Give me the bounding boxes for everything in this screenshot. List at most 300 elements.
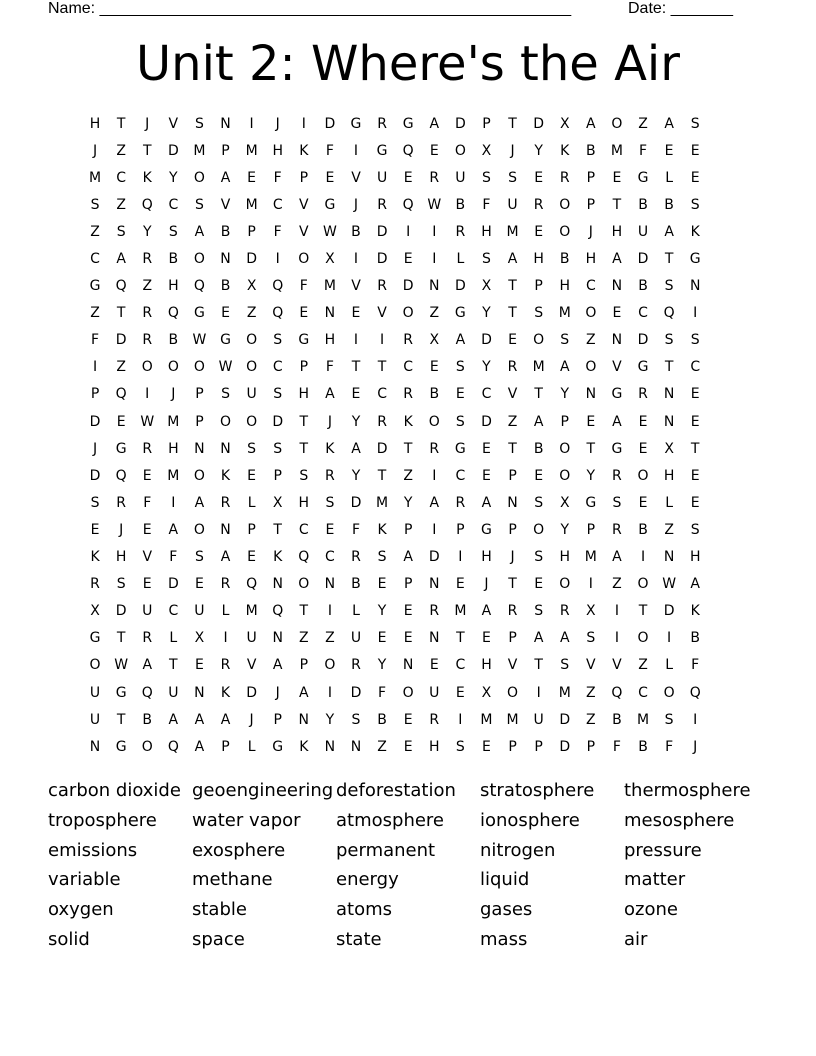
grid-letter: V	[507, 386, 518, 403]
grid-letter: Q	[167, 305, 179, 322]
grid-letter: R	[220, 576, 231, 593]
grid-letter: A	[351, 440, 361, 457]
grid-letter: R	[507, 359, 518, 376]
word-list-item: ionosphere	[480, 809, 580, 831]
grid-letter: M	[480, 711, 493, 728]
grid-letter: V	[377, 305, 387, 322]
grid-letter: Q	[141, 684, 153, 701]
grid-letter: O	[454, 142, 466, 159]
grid-letter: I	[458, 711, 463, 728]
word-list-item: variable	[48, 869, 121, 891]
grid-letter: R	[351, 657, 361, 674]
grid-letter: G	[115, 738, 127, 755]
grid-letter: C	[272, 196, 283, 213]
grid-letter: V	[142, 549, 153, 566]
grid-letter: H	[559, 549, 570, 566]
grid-letter: Q	[298, 549, 310, 566]
grid-letter: T	[377, 467, 387, 484]
grid-letter: S	[690, 332, 700, 349]
grid-letter: Y	[142, 223, 152, 240]
grid-letter: C	[481, 386, 492, 403]
grid-letter: X	[194, 630, 205, 647]
grid-letter: P	[403, 521, 413, 538]
grid-letter: C	[90, 251, 100, 268]
grid-letter: P	[403, 576, 413, 593]
grid-letter: I	[353, 332, 359, 349]
grid-letter: G	[454, 440, 466, 457]
grid-letter: Y	[351, 413, 361, 430]
grid-letter: G	[350, 115, 362, 132]
grid-letter: P	[299, 359, 309, 376]
grid-letter: H	[115, 549, 127, 566]
grid-letter: B	[220, 278, 231, 295]
grid-letter: A	[612, 251, 622, 268]
grid-letter: T	[142, 142, 152, 159]
grid-letter: H	[481, 223, 492, 240]
grid-letter: N	[350, 738, 362, 755]
grid-letter: E	[482, 630, 491, 647]
word-list-item: water vapor	[192, 809, 301, 831]
grid-letter: Y	[560, 521, 570, 538]
grid-letter: P	[247, 521, 256, 538]
grid-letter: E	[142, 467, 152, 484]
grid-row	[82, 462, 708, 489]
grid-letter: S	[116, 576, 126, 593]
grid-letter: P	[534, 278, 543, 295]
word-list-item: deforestation	[336, 780, 456, 801]
grid-letter: B	[455, 196, 466, 213]
grid-letter: Y	[403, 494, 413, 511]
grid-letter: I	[614, 630, 619, 647]
word-list-item: oxygen	[48, 899, 114, 921]
letter-grid	[82, 110, 708, 760]
grid-letter: O	[141, 359, 153, 376]
grid-letter: Q	[663, 305, 675, 322]
grid-letter: M	[506, 711, 519, 728]
grid-letter: I	[667, 630, 672, 647]
grid-letter: S	[194, 115, 204, 132]
grid-letter: K	[403, 413, 413, 430]
grid-letter: D	[246, 684, 257, 701]
grid-letter: B	[351, 223, 361, 240]
grid-letter: P	[586, 169, 596, 186]
grid-letter: N	[324, 305, 336, 322]
grid-letter: F	[665, 738, 674, 755]
word-list-item: stratosphere	[480, 780, 595, 801]
grid-letter: L	[169, 630, 178, 647]
grid-letter: M	[584, 549, 597, 566]
word-list-item: mass	[480, 928, 528, 950]
word-list-item: pressure	[624, 839, 702, 861]
grid-letter: O	[246, 332, 258, 349]
grid-letter: Y	[586, 467, 596, 484]
word-list-item: troposphere	[48, 809, 157, 831]
grid-letter: O	[533, 521, 545, 538]
word-list	[48, 778, 768, 957]
word-list-item: carbon dioxide	[48, 780, 181, 801]
grid-letter: A	[220, 549, 231, 566]
grid-row	[82, 598, 708, 625]
grid-letter: M	[245, 142, 258, 159]
grid-letter: N	[220, 115, 231, 132]
grid-letter: P	[586, 738, 596, 755]
grid-letter: A	[586, 115, 596, 132]
page-title: Unit 2: Where's the Air	[136, 36, 680, 92]
grid-letter: E	[351, 305, 361, 322]
grid-letter: A	[533, 630, 544, 647]
grid-letter: Z	[325, 630, 335, 647]
grid-letter: M	[636, 711, 650, 728]
grid-letter: Z	[116, 196, 126, 213]
grid-letter: J	[484, 576, 489, 593]
grid-letter: I	[353, 251, 359, 268]
grid-letter: S	[534, 603, 544, 620]
grid-letter: C	[585, 278, 596, 295]
grid-letter: E	[325, 521, 335, 538]
grid-letter: D	[115, 603, 127, 620]
grid-letter: G	[324, 196, 336, 213]
grid-letter: H	[559, 278, 570, 295]
grid-letter: B	[612, 711, 622, 728]
grid-letter: I	[92, 359, 98, 376]
grid-letter: O	[637, 630, 649, 647]
grid-letter: K	[690, 223, 700, 240]
grid-letter: E	[690, 494, 700, 511]
grid-letter: J	[92, 440, 98, 457]
grid-row	[82, 408, 708, 435]
grid-letter: S	[377, 549, 387, 566]
grid-letter: G	[89, 630, 101, 647]
grid-letter: I	[327, 603, 332, 620]
grid-letter: V	[612, 359, 622, 376]
grid-letter: E	[377, 576, 387, 593]
grid-letter: I	[588, 576, 593, 593]
grid-letter: A	[220, 711, 231, 728]
grid-letter: K	[299, 142, 309, 159]
grid-letter: P	[508, 630, 517, 647]
word-list-item: stable	[192, 899, 247, 921]
grid-letter: C	[116, 169, 127, 186]
grid-letter: V	[220, 196, 231, 213]
grid-letter: D	[637, 332, 649, 349]
grid-letter: O	[141, 738, 153, 755]
grid-letter: M	[193, 142, 206, 159]
word-list-item: ozone	[624, 899, 678, 921]
grid-letter: S	[90, 196, 100, 213]
grid-letter: G	[193, 305, 205, 322]
word-list-item: methane	[192, 869, 273, 891]
grid-letter: P	[195, 386, 204, 403]
grid-letter: T	[534, 657, 543, 674]
grid-letter: E	[403, 603, 413, 620]
grid-letter: R	[377, 115, 387, 132]
grid-letter: R	[142, 251, 153, 268]
grid-letter: D	[350, 494, 362, 511]
grid-letter: H	[298, 494, 310, 511]
grid-letter: H	[272, 142, 283, 159]
grid-letter: Y	[377, 657, 387, 674]
grid-letter: T	[377, 359, 387, 376]
grid-letter: J	[327, 413, 332, 430]
grid-letter: O	[533, 332, 545, 349]
grid-letter: P	[247, 223, 256, 240]
grid-letter: O	[402, 305, 414, 322]
grid-letter: P	[273, 711, 282, 728]
grid-letter: E	[690, 386, 700, 403]
grid-row	[82, 137, 708, 164]
grid-row	[82, 110, 708, 137]
grid-letter: B	[220, 223, 231, 240]
grid-letter: F	[325, 142, 334, 159]
grid-letter: I	[353, 142, 359, 159]
grid-letter: D	[350, 684, 362, 701]
grid-letter: O	[298, 576, 310, 593]
grid-letter: O	[246, 413, 258, 430]
grid-letter: T	[299, 413, 309, 430]
grid-letter: M	[454, 603, 467, 620]
grid-letter: A	[116, 251, 126, 268]
grid-letter: D	[89, 413, 101, 430]
grid-letter: P	[456, 521, 465, 538]
grid-letter: Z	[90, 305, 100, 322]
grid-letter: S	[455, 413, 465, 430]
grid-letter: O	[428, 413, 440, 430]
grid-letter: J	[249, 711, 254, 728]
grid-letter: H	[585, 251, 597, 268]
grid-letter: B	[429, 386, 440, 403]
grid-letter: S	[247, 440, 257, 457]
grid-letter: E	[638, 494, 648, 511]
grid-letter: T	[612, 196, 622, 213]
grid-letter: M	[245, 196, 258, 213]
grid-letter: Y	[169, 169, 178, 186]
grid-letter: E	[403, 711, 413, 728]
grid-letter: S	[612, 494, 622, 511]
grid-row	[82, 300, 708, 327]
grid-letter: S	[664, 332, 674, 349]
grid-letter: G	[298, 332, 310, 349]
grid-letter: X	[325, 251, 335, 268]
grid-letter: R	[377, 196, 387, 213]
grid-letter: E	[403, 738, 413, 755]
grid-letter: W	[140, 413, 155, 430]
grid-letter: H	[611, 223, 623, 240]
grid-letter: F	[691, 657, 700, 674]
grid-letter: D	[376, 251, 388, 268]
grid-letter: A	[690, 576, 700, 593]
grid-letter: I	[432, 251, 437, 268]
grid-letter: D	[454, 278, 466, 295]
grid-letter: T	[273, 521, 282, 538]
grid-letter: U	[246, 386, 257, 403]
grid-letter: E	[586, 413, 596, 430]
grid-letter: T	[508, 305, 517, 322]
grid-letter: G	[220, 332, 231, 349]
grid-letter: P	[273, 467, 282, 484]
grid-letter: G	[454, 305, 466, 322]
word-list-item: energy	[336, 869, 399, 891]
grid-letter: R	[429, 169, 440, 186]
grid-letter: Q	[402, 196, 414, 213]
grid-letter: E	[455, 386, 465, 403]
grid-letter: Z	[638, 115, 648, 132]
grid-letter: Q	[611, 684, 623, 701]
grid-letter: I	[171, 494, 176, 511]
grid-letter: A	[481, 603, 492, 620]
grid-letter: U	[89, 711, 101, 728]
grid-letter: A	[142, 657, 153, 674]
grid-letter: E	[299, 305, 309, 322]
grid-letter: S	[273, 386, 283, 403]
word-list-item: atoms	[336, 899, 393, 921]
grid-letter: B	[586, 142, 596, 159]
grid-letter: I	[458, 549, 463, 566]
grid-letter: P	[586, 521, 596, 538]
grid-letter: L	[221, 603, 230, 620]
grid-letter: G	[611, 440, 623, 457]
grid-letter: Z	[142, 278, 153, 295]
grid-letter: W	[114, 657, 129, 674]
grid-letter: Q	[167, 738, 179, 755]
grid-letter: J	[171, 386, 176, 403]
grid-letter: R	[90, 576, 100, 593]
grid-letter: E	[403, 630, 413, 647]
grid-letter: N	[663, 413, 675, 430]
word-list-item: mesosphere	[624, 809, 735, 831]
grid-letter: Z	[403, 467, 413, 484]
grid-letter: A	[325, 386, 335, 403]
grid-letter: Q	[193, 278, 205, 295]
grid-letter: U	[246, 630, 257, 647]
grid-letter: S	[168, 223, 178, 240]
grid-letter: U	[455, 169, 466, 186]
word-list-item: permanent	[336, 839, 436, 861]
grid-letter: S	[690, 196, 700, 213]
grid-letter: O	[559, 576, 571, 593]
grid-letter: R	[455, 494, 466, 511]
grid-letter: N	[220, 440, 231, 457]
grid-letter: D	[637, 251, 649, 268]
grid-letter: N	[663, 549, 675, 566]
grid-letter: R	[533, 196, 544, 213]
grid-letter: E	[429, 359, 439, 376]
grid-letter: Z	[246, 305, 257, 322]
grid-letter: R	[559, 169, 570, 186]
grid-letter: M	[245, 603, 258, 620]
grid-letter: R	[351, 549, 361, 566]
name-field-label: Name: _____________________________________________________	[48, 0, 572, 17]
grid-letter: E	[690, 413, 700, 430]
grid-letter: O	[402, 684, 414, 701]
grid-letter: E	[142, 576, 152, 593]
grid-letter: H	[533, 251, 544, 268]
grid-letter: I	[432, 223, 437, 240]
grid-letter: S	[560, 657, 570, 674]
grid-letter: W	[218, 359, 233, 376]
grid-letter: L	[665, 657, 674, 674]
grid-letter: I	[275, 251, 280, 268]
grid-letter: T	[116, 711, 126, 728]
grid-letter: A	[272, 657, 283, 674]
grid-letter: S	[90, 494, 100, 511]
grid-letter: S	[690, 521, 700, 538]
grid-letter: M	[323, 278, 336, 295]
grid-letter: Y	[325, 711, 335, 728]
grid-letter: R	[325, 467, 335, 484]
grid-letter: I	[380, 332, 385, 349]
grid-letter: E	[247, 467, 257, 484]
grid-letter: D	[167, 576, 179, 593]
grid-letter: B	[559, 251, 570, 268]
grid-letter: A	[194, 223, 205, 240]
grid-letter: R	[142, 332, 153, 349]
grid-letter: P	[534, 738, 543, 755]
grid-letter: E	[482, 467, 491, 484]
grid-letter: I	[536, 684, 541, 701]
grid-letter: E	[221, 305, 230, 322]
grid-letter: E	[482, 738, 491, 755]
grid-letter: G	[611, 386, 623, 403]
grid-letter: A	[168, 711, 179, 728]
grid-letter: O	[324, 657, 336, 674]
grid-letter: V	[507, 657, 518, 674]
grid-letter: Z	[507, 413, 518, 430]
grid-letter: F	[378, 684, 387, 701]
grid-letter: T	[508, 576, 517, 593]
grid-letter: N	[663, 386, 675, 403]
grid-letter: E	[429, 142, 439, 159]
grid-letter: P	[560, 413, 569, 430]
grid-letter: A	[429, 115, 440, 132]
grid-letter: T	[299, 440, 309, 457]
word-list-item: state	[336, 928, 382, 950]
grid-letter: A	[455, 332, 466, 349]
grid-letter: N	[429, 278, 440, 295]
grid-letter: E	[429, 657, 439, 674]
grid-letter: A	[664, 223, 674, 240]
grid-letter: R	[377, 413, 387, 430]
grid-letter: G	[637, 359, 649, 376]
grid-letter: M	[506, 223, 519, 240]
grid-letter: A	[559, 359, 570, 376]
grid-letter: A	[299, 684, 309, 701]
grid-row	[82, 354, 708, 381]
grid-letter: R	[429, 711, 440, 728]
grid-letter: Q	[115, 278, 127, 295]
grid-letter: R	[142, 305, 153, 322]
grid-letter: O	[220, 413, 232, 430]
grid-letter: U	[142, 603, 153, 620]
grid-letter: P	[508, 467, 517, 484]
grid-letter: M	[376, 494, 389, 511]
grid-letter: D	[376, 440, 388, 457]
grid-letter: F	[351, 521, 361, 538]
grid-letter: H	[689, 549, 701, 566]
grid-letter: V	[351, 169, 361, 186]
date-field-label: Date: _______	[628, 0, 733, 17]
word-list-item: liquid	[480, 869, 530, 891]
grid-letter: A	[194, 738, 205, 755]
grid-letter: Z	[664, 521, 674, 538]
grid-letter: B	[351, 576, 361, 593]
grid-letter: Z	[586, 684, 596, 701]
grid-letter: M	[558, 305, 571, 322]
grid-letter: J	[275, 684, 280, 701]
grid-letter: M	[89, 169, 102, 186]
grid-letter: E	[377, 630, 387, 647]
grid-letter: P	[90, 386, 100, 403]
grid-letter: C	[690, 359, 701, 376]
